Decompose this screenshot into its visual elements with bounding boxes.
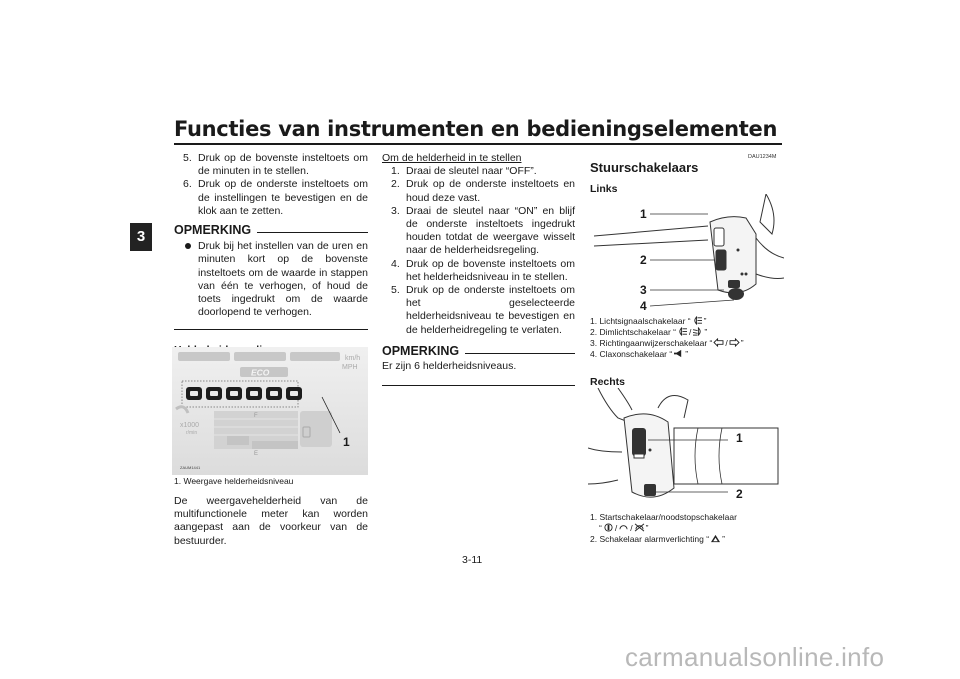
subheading: Om de helderheid in te stellen: [382, 152, 522, 164]
list-item: [382, 178, 575, 204]
turn-right-icon: [729, 338, 740, 347]
brightness-steps-list: [382, 165, 575, 337]
left-switch-figure: [588, 194, 784, 312]
bullet-dot: [185, 243, 191, 249]
links-label: Links: [590, 183, 618, 195]
rpm-unit: r/min: [186, 430, 198, 436]
legend-text-end: ”: [685, 349, 689, 359]
figure-callout-1: 1: [343, 435, 350, 449]
note-heading-text: OPMERKING: [382, 343, 460, 358]
list-item: [590, 349, 784, 360]
clock-steps-list: [174, 152, 368, 218]
figure-code: ZAUM1441: [180, 465, 201, 470]
links-callout-3: 3: [640, 283, 647, 297]
chapter-tab: 3: [130, 223, 152, 251]
start-icon: [603, 523, 614, 532]
legend-quote: “: [599, 523, 602, 533]
links-callout-1: 1: [640, 207, 647, 221]
hazard-icon: [710, 534, 721, 543]
section-code: DAU1234M: [748, 154, 777, 160]
section-heading: Stuurschakelaars: [590, 160, 699, 175]
rechts-callout-1: 1: [736, 431, 743, 445]
column-1-bottom: [174, 476, 368, 548]
page-number: 3-11: [462, 554, 483, 566]
list-item: [382, 284, 575, 337]
hazard-switch: [644, 484, 656, 496]
dimmer-switch: [716, 250, 726, 270]
column-2: [382, 152, 575, 386]
rpm-multiplier: x1000: [180, 422, 200, 429]
legend-text-end: ”: [704, 327, 708, 337]
turn-signal-switch: [728, 280, 740, 288]
legend-symbols: [590, 523, 784, 534]
high-beam-icon: [677, 327, 688, 336]
engine-run-icon: [618, 523, 629, 532]
brightness-paragraph: De weergavehelderheid van de multifunctionele meter kan worden aangepast aan de voorkeur van de bestuurder.: [174, 495, 368, 547]
step-number: 5.: [391, 284, 400, 297]
note-heading: [174, 224, 368, 237]
note-end-rule: [174, 329, 368, 330]
list-item: [174, 178, 368, 218]
speed-segment: [290, 352, 340, 361]
legend-text-end: ”: [740, 338, 744, 348]
list-item: [590, 338, 784, 349]
rechts-label: Rechts: [590, 376, 626, 388]
list-item: [590, 534, 784, 545]
note-text: Druk bij het instellen van de uren en minuten kort op de bovenste insteltoets om de waarde in stappen van één te verhogen, of houd de toets ingedrukt om de waarde doorlopend te verhogen.: [198, 240, 368, 319]
speed-segment: [234, 352, 286, 361]
column-1: [174, 152, 368, 358]
unit-kmh: km/h: [345, 355, 361, 362]
list-item: [174, 152, 368, 178]
links-legend: [590, 316, 784, 360]
links-callout-2: 2: [640, 253, 647, 267]
legend-text: 2. Schakelaar alarmverlichting “: [590, 534, 710, 544]
legend-text: 2. Dimlichtschakelaar “: [590, 327, 676, 337]
legend-text: 4. Claxonschakelaar “: [590, 349, 673, 359]
step-text: Druk op de onderste insteltoets om de instellingen te bevestigen en de klok aan te zetten.: [198, 178, 368, 217]
fuel-full: F: [254, 413, 258, 419]
step-number: 5.: [183, 152, 192, 164]
passing-switch: [714, 228, 724, 246]
passing-light-icon: [692, 316, 703, 325]
rechts-callout-2: 2: [736, 487, 743, 501]
step-number: 2.: [391, 178, 400, 191]
figure-caption: 1. Weergave helderheidsniveau: [174, 476, 294, 486]
rechts-legend: [590, 512, 784, 545]
step-number: 1.: [391, 165, 400, 178]
list-item: [382, 165, 575, 178]
dashboard-figure: [172, 347, 368, 475]
heading-rule: [465, 353, 575, 354]
step-text: Draai de sleutel naar “OFF”.: [406, 165, 537, 178]
list-item: [590, 316, 784, 327]
step-text: Druk op de onderste insteltoets om het geselecteerde helderheidsniveau te bevestigen en de helderheidregeling te verlaten.: [406, 284, 575, 336]
legend-text-end: ”: [645, 523, 649, 533]
legend-text: 1. Lichtsignaalschakelaar “: [590, 316, 691, 326]
right-switch-figure: [588, 388, 784, 508]
list-item: [382, 205, 575, 258]
note-heading: [382, 345, 575, 358]
legend-text: 1. Startschakelaar/noodstopschakelaar: [590, 512, 737, 522]
note-end-rule: [382, 385, 575, 386]
step-number: 3.: [391, 204, 400, 217]
horn-switch: [728, 288, 744, 300]
legend-text-end: ”: [703, 316, 707, 326]
step-number: 4.: [391, 257, 400, 270]
fuel-empty: E: [254, 451, 259, 457]
start-stop-switch: [632, 428, 646, 456]
unit-mph: MPH: [342, 364, 358, 371]
watermark: carmanualsonline.info: [625, 642, 885, 672]
page-title: Functies van instrumenten en bedieningselementen: [174, 117, 778, 141]
step-number: 6.: [183, 178, 192, 191]
step-text: Druk op de onderste insteltoets en houd deze vast.: [406, 178, 575, 204]
legend-text: 3. Richtingaanwijzerschakelaar “: [590, 338, 713, 348]
turn-left-icon: [713, 338, 724, 347]
legend-separator: /: [614, 523, 618, 533]
note-text: Er zijn 6 helderheidsniveaus.: [382, 360, 517, 373]
eco-label: ECO: [251, 367, 270, 378]
legend-text-end: ”: [722, 534, 725, 544]
step-text: Draai de sleutel naar “ON” en blijf de onderste insteltoets ingedrukt houden totdat de weergave wisselt naar de helderheidsregeling.: [406, 204, 575, 257]
list-item: [382, 258, 575, 284]
list-item: [590, 327, 784, 338]
list-item: [590, 512, 784, 534]
speed-segment: [178, 352, 230, 361]
title-rule: [174, 143, 782, 145]
links-callout-4: 4: [640, 299, 647, 312]
legend-separator: /: [725, 338, 728, 348]
step-text: Druk op de bovenste insteltoets om het helderheidsniveau in te stellen.: [406, 257, 575, 283]
note-bullet: [174, 240, 368, 319]
horn-icon: [673, 349, 684, 358]
legend-separator: /: [688, 327, 692, 337]
low-beam-icon: [692, 327, 703, 336]
legend-separator: /: [630, 523, 633, 533]
heading-rule: [257, 232, 368, 233]
note-heading-text: OPMERKING: [174, 223, 252, 238]
engine-stop-icon: [634, 523, 645, 532]
step-text: Druk op de bovenste insteltoets om de minuten in te stellen.: [198, 152, 368, 178]
